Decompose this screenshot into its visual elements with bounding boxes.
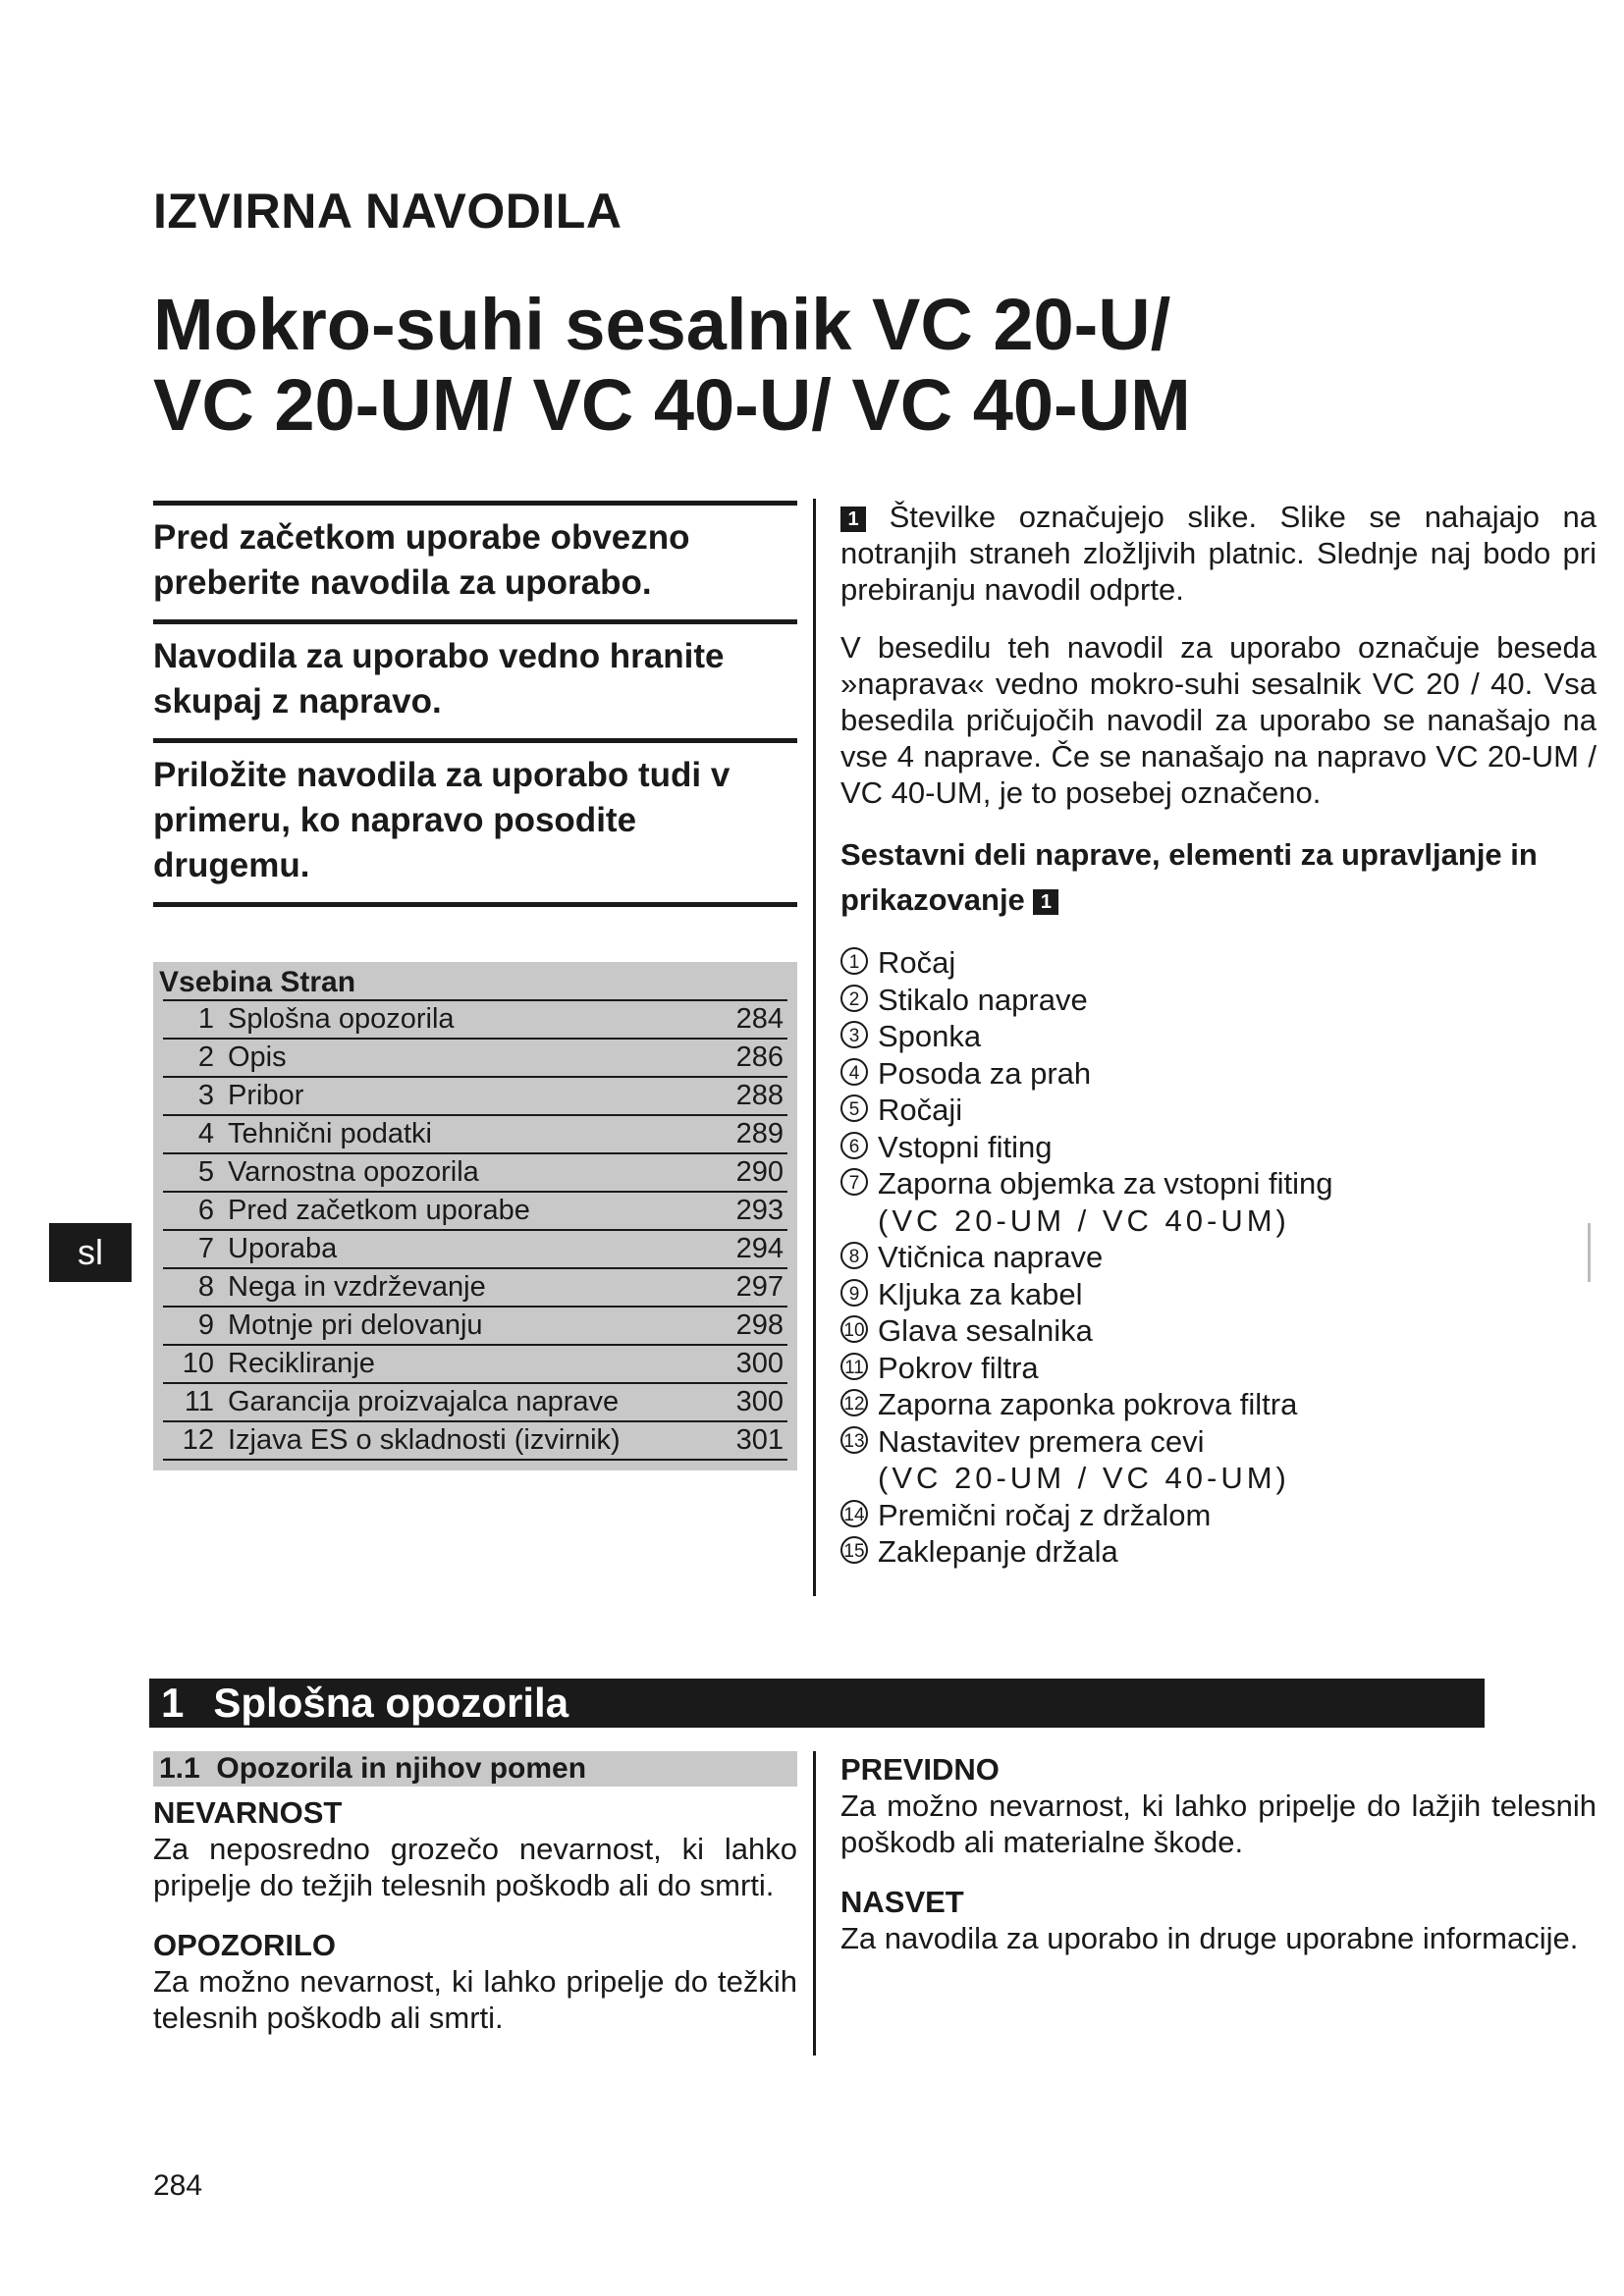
intro-para-2: V besedilu teh navodil za uporabo označuje beseda »naprava« vedno mokro-suhi sesalnik VC 20 / 40. Vsa besedila pričujočih navodil za uporabo se nanašajo na vse 4 naprave. Če se nanašajo na napravo VC 20-UM / VC 40-UM, je to posebej označeno. xyxy=(840,630,1597,810)
part-text xyxy=(878,1350,1597,1387)
toc-row-title: Varnostna opozorila xyxy=(228,1156,479,1188)
part-note: (VC 20-UM / VC 40-UM) xyxy=(878,1461,1290,1495)
subsection-number: 1.1 xyxy=(159,1752,200,1785)
toc-row xyxy=(163,1231,787,1269)
part-text xyxy=(878,1497,1597,1534)
toc-row-number: 10 xyxy=(182,1348,214,1379)
toc-row xyxy=(163,1116,787,1154)
section-1-right xyxy=(840,1751,1597,1980)
part-item xyxy=(840,1129,1597,1166)
toc-row-number: 6 xyxy=(197,1195,214,1226)
toc-row-page: 286 xyxy=(735,1041,784,1073)
part-label: Nastavitev premera cevi xyxy=(878,1423,1205,1459)
part-item xyxy=(840,1055,1597,1093)
toc-row-title: Splošna opozorila xyxy=(228,1003,455,1035)
part-label: Sponka xyxy=(878,1019,982,1053)
section-title: Splošna opozorila xyxy=(213,1680,569,1726)
document-supertitle: IZVIRNA NAVODILA xyxy=(153,184,623,239)
level-note-label: NASVET xyxy=(840,1885,964,1919)
toc-row-number: 12 xyxy=(182,1424,214,1456)
level-danger-label: NEVARNOST xyxy=(153,1795,343,1830)
toc-row-number: 4 xyxy=(197,1118,214,1149)
part-item xyxy=(840,1239,1597,1276)
right-column xyxy=(840,499,1597,1571)
part-label: Glava sesalnika xyxy=(878,1313,1093,1348)
toc-row-title: Pribor xyxy=(228,1080,304,1111)
part-number-circle: 11 xyxy=(840,1353,868,1380)
part-text xyxy=(878,1386,1597,1423)
section-1-left xyxy=(153,1751,797,2059)
part-label: Vtičnica naprave xyxy=(878,1240,1104,1274)
toc-row-page: 300 xyxy=(735,1348,784,1379)
part-label: Ročaj xyxy=(878,945,956,980)
toc-row-title: Pred začetkom uporabe xyxy=(228,1195,530,1226)
part-item xyxy=(840,1312,1597,1350)
part-number-circle: 15 xyxy=(840,1536,868,1564)
toc-row-number: 11 xyxy=(184,1386,214,1417)
part-label: Posoda za prah xyxy=(878,1055,1092,1091)
part-number-circle: 14 xyxy=(840,1500,868,1527)
subsection-heading xyxy=(153,1751,797,1787)
part-text xyxy=(878,1165,1597,1239)
parts-heading-text: Sestavni deli naprave, elementi za upravljanje in prikazovanje xyxy=(840,837,1538,917)
part-label: Zaklepanje držala xyxy=(878,1534,1118,1569)
part-item xyxy=(840,1276,1597,1313)
part-item xyxy=(840,1497,1597,1534)
part-text xyxy=(878,1276,1597,1313)
column-divider xyxy=(813,499,816,1596)
subsection-title: Opozorila in njihov pomen xyxy=(216,1752,587,1785)
part-text xyxy=(878,1092,1597,1129)
part-item xyxy=(840,944,1597,982)
notice-divider xyxy=(153,902,797,962)
toc-row xyxy=(163,1154,787,1193)
toc-row xyxy=(163,1193,787,1231)
toc-row xyxy=(163,999,787,1040)
part-number-circle: 6 xyxy=(840,1132,868,1159)
toc-rows xyxy=(153,999,797,1461)
figure-ref-icon: 1 xyxy=(1033,889,1058,915)
part-text xyxy=(878,1239,1597,1276)
table-of-contents xyxy=(153,962,797,1470)
part-item xyxy=(840,1350,1597,1387)
part-label: Vstopni fiting xyxy=(878,1129,1053,1164)
part-number-circle: 4 xyxy=(840,1058,868,1086)
part-item xyxy=(840,1165,1597,1239)
left-column xyxy=(153,501,797,1470)
toc-row-number: 2 xyxy=(197,1041,214,1073)
toc-row-number: 7 xyxy=(197,1233,214,1264)
part-number-circle: 8 xyxy=(840,1242,868,1269)
page-number: 284 xyxy=(153,2169,203,2202)
toc-row-number: 5 xyxy=(197,1156,214,1188)
toc-row xyxy=(163,1346,787,1384)
toc-row-title: Recikliranje xyxy=(228,1348,375,1379)
document-title xyxy=(153,285,1528,446)
parts-list xyxy=(840,944,1597,1571)
part-item xyxy=(840,1092,1597,1129)
toc-row-number: 8 xyxy=(197,1271,214,1303)
part-text xyxy=(878,1423,1597,1497)
part-number-circle: 13 xyxy=(840,1426,868,1454)
notice-read-manual: Pred začetkom uporabe obvezno preberite navodila za uporabo. xyxy=(153,501,797,619)
title-line-2: VC 20-UM/ VC 40-U/ VC 40-UM xyxy=(153,364,1191,446)
notice-keep-manual: Navodila za uporabo vedno hranite skupaj z napravo. xyxy=(153,619,797,738)
part-item xyxy=(840,1423,1597,1497)
part-label: Kljuka za kabel xyxy=(878,1276,1083,1311)
part-label: Ročaji xyxy=(878,1093,963,1127)
part-label: Zaporna zaponka pokrova filtra xyxy=(878,1387,1298,1421)
toc-row-title: Nega in vzdrževanje xyxy=(228,1271,486,1303)
toc-row-page: 293 xyxy=(735,1195,784,1226)
parts-heading xyxy=(840,832,1597,923)
part-text xyxy=(878,1129,1597,1166)
level-caution-label: PREVIDNO xyxy=(840,1752,1000,1787)
part-number-circle: 5 xyxy=(840,1095,868,1122)
toc-row xyxy=(163,1308,787,1346)
toc-row-title: Motnje pri delovanju xyxy=(228,1309,483,1341)
title-line-1: Mokro-suhi sesalnik VC 20-U/ xyxy=(153,284,1171,365)
toc-row xyxy=(163,1384,787,1422)
toc-row-page: 289 xyxy=(735,1118,784,1149)
toc-row-page: 294 xyxy=(735,1233,784,1264)
toc-row-page: 298 xyxy=(735,1309,784,1341)
intro-para-1 xyxy=(840,499,1597,608)
part-label: Pokrov filtra xyxy=(878,1350,1039,1385)
level-note-text: Za navodila za uporabo in druge uporabne informacije. xyxy=(840,1921,1579,1955)
part-note: (VC 20-UM / VC 40-UM) xyxy=(878,1202,1290,1238)
part-text xyxy=(878,1055,1597,1093)
part-number-circle: 2 xyxy=(840,985,868,1012)
figure-ref-icon: 1 xyxy=(840,507,866,532)
part-label: Zaporna objemka za vstopni fiting xyxy=(878,1166,1333,1201)
section-column-divider xyxy=(813,1751,816,2056)
toc-row-title: Garancija proizvajalca naprave xyxy=(228,1386,620,1417)
level-warning-label: OPOZORILO xyxy=(153,1928,336,1962)
toc-row-page: 300 xyxy=(735,1386,784,1417)
toc-row xyxy=(163,1269,787,1308)
section-1-heading xyxy=(149,1679,1485,1728)
part-label: Premični ročaj z držalom xyxy=(878,1497,1212,1532)
part-number-circle: 1 xyxy=(840,947,868,975)
part-text xyxy=(878,1312,1597,1350)
toc-row-number: 3 xyxy=(197,1080,214,1111)
part-label: Stikalo naprave xyxy=(878,982,1088,1017)
toc-row xyxy=(163,1078,787,1116)
intro-text-1: Številke označujejo slike. Slike se nahajajo na notranjih straneh zložljivih platnic. Slednje naj bodo pri prebiranju navodil odprte. xyxy=(840,500,1597,607)
language-tab: sl xyxy=(49,1223,132,1282)
part-text xyxy=(878,1018,1597,1055)
part-item xyxy=(840,1533,1597,1571)
toc-row xyxy=(163,1422,787,1461)
part-text xyxy=(878,944,1597,982)
toc-row-page: 290 xyxy=(735,1156,784,1188)
toc-header: Vsebina Stran xyxy=(159,966,356,998)
part-item xyxy=(840,1018,1597,1055)
notice-pass-manual: Priložite navodila za uporabo tudi v primeru, ko napravo posodite drugemu. xyxy=(153,738,797,902)
part-number-circle: 10 xyxy=(840,1315,868,1343)
toc-row xyxy=(163,1040,787,1078)
part-text xyxy=(878,982,1597,1019)
toc-row-page: 288 xyxy=(735,1080,784,1111)
level-danger-text: Za neposredno grozečo nevarnost, ki lahko pripelje do težjih telesnih poškodb ali do smrti. xyxy=(153,1832,797,1902)
part-number-circle: 12 xyxy=(840,1389,868,1416)
part-number-circle: 9 xyxy=(840,1279,868,1307)
toc-row-title: Tehnični podatki xyxy=(228,1118,432,1149)
toc-row-title: Izjava ES o skladnosti (izvirnik) xyxy=(228,1424,621,1456)
level-caution-text: Za možno nevarnost, ki lahko pripelje do lažjih telesnih poškodb ali materialne škode. xyxy=(840,1789,1597,1859)
toc-row-page: 284 xyxy=(735,1003,784,1035)
toc-row-number: 1 xyxy=(197,1003,214,1035)
part-item xyxy=(840,982,1597,1019)
part-item xyxy=(840,1386,1597,1423)
toc-row-number: 9 xyxy=(197,1309,214,1341)
toc-row-title: Uporaba xyxy=(228,1233,338,1264)
toc-row-title: Opis xyxy=(228,1041,287,1073)
part-number-circle: 3 xyxy=(840,1021,868,1048)
level-warning-text: Za možno nevarnost, ki lahko pripelje do težkih telesnih poškodb ali smrti. xyxy=(153,1964,797,2035)
section-number: 1 xyxy=(161,1680,185,1726)
part-text xyxy=(878,1533,1597,1571)
margin-mark xyxy=(1588,1223,1591,1282)
part-number-circle: 7 xyxy=(840,1168,868,1196)
toc-row-page: 301 xyxy=(735,1424,784,1456)
toc-row-page: 297 xyxy=(735,1271,784,1303)
